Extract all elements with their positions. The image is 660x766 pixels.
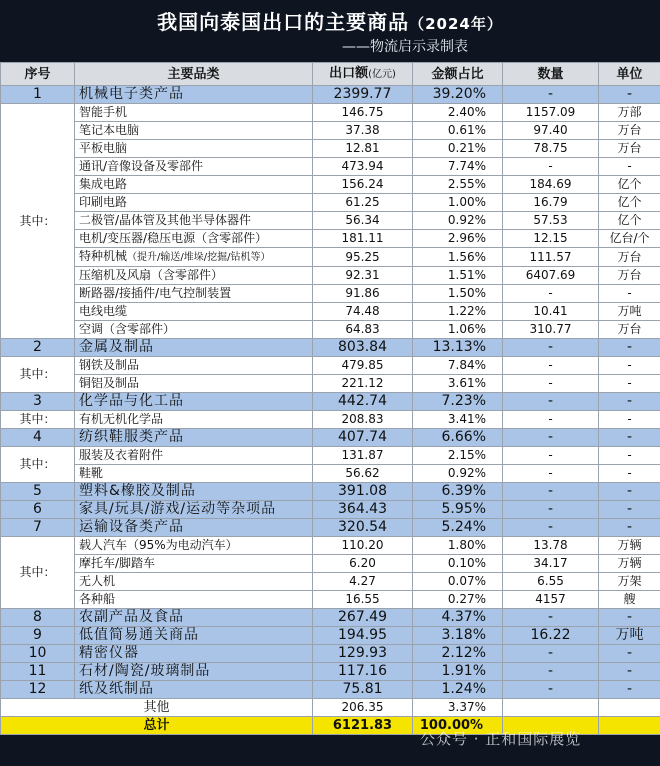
item-name-note: （提升/输送/堆垛/挖掘/钻机等） xyxy=(127,252,271,263)
unit: - xyxy=(599,393,660,411)
share-percent: 2.40% xyxy=(413,104,503,122)
export-value: 473.94 xyxy=(313,158,413,176)
unit: - xyxy=(599,447,660,465)
share-percent: 7.23% xyxy=(413,393,503,411)
table-row xyxy=(1,248,660,267)
table-header-row xyxy=(1,63,660,86)
table-row xyxy=(1,140,660,158)
share-percent: 0.07% xyxy=(413,573,503,591)
unit: 万台 xyxy=(599,267,660,285)
share-percent: 3.18% xyxy=(413,627,503,645)
share-percent: 3.61% xyxy=(413,375,503,393)
quantity: - xyxy=(503,483,599,501)
table-row xyxy=(1,555,660,573)
share-percent: 2.15% xyxy=(413,447,503,465)
title-text: 我国向泰国出口的主要商品 xyxy=(157,10,410,34)
table-row xyxy=(1,285,660,303)
item-name xyxy=(75,465,313,483)
quantity: - xyxy=(503,681,599,699)
quantity: - xyxy=(503,339,599,357)
category-name: 农副产品及食品 xyxy=(75,609,313,627)
item-name xyxy=(75,267,313,285)
table-row xyxy=(1,609,660,627)
share-percent: 1.50% xyxy=(413,285,503,303)
quantity: 16.79 xyxy=(503,194,599,212)
export-value: 110.20 xyxy=(313,537,413,555)
title-year: （2024年） xyxy=(409,15,503,33)
table-row xyxy=(1,212,660,230)
share-percent: 1.91% xyxy=(413,663,503,681)
unit: - xyxy=(599,375,660,393)
item-name xyxy=(75,212,313,230)
share-percent: 5.95% xyxy=(413,501,503,519)
quantity xyxy=(503,717,599,735)
item-name-text: 有机无机化学品 xyxy=(79,412,164,426)
category-name: 机械电子类产品 xyxy=(75,86,313,104)
share-percent: 6.66% xyxy=(413,429,503,447)
quantity: - xyxy=(503,447,599,465)
quantity: - xyxy=(503,285,599,303)
unit: - xyxy=(599,339,660,357)
item-name-text: 电线电缆 xyxy=(79,304,128,318)
share-percent: 1.22% xyxy=(413,303,503,321)
group-label: 其中： xyxy=(1,447,75,483)
quantity: - xyxy=(503,465,599,483)
unit: 万辆 xyxy=(599,537,660,555)
unit: - xyxy=(599,645,660,663)
share-percent: 0.92% xyxy=(413,212,503,230)
item-name xyxy=(75,573,313,591)
table-row xyxy=(1,699,660,717)
row-number: 1 xyxy=(1,86,75,104)
quantity: 1157.09 xyxy=(503,104,599,122)
quantity: - xyxy=(503,375,599,393)
item-name-text: 断路器/接插件/电气控制装置 xyxy=(79,286,232,300)
header-value-unit: (亿元) xyxy=(368,69,396,80)
quantity: 184.69 xyxy=(503,176,599,194)
export-value: 92.31 xyxy=(313,267,413,285)
export-value: 194.95 xyxy=(313,627,413,645)
item-name-text: 载人汽车（95%为电动汽车） xyxy=(79,538,238,552)
quantity: - xyxy=(503,86,599,104)
table-row xyxy=(1,663,660,681)
row-number: 2 xyxy=(1,339,75,357)
row-number: 10 xyxy=(1,645,75,663)
item-name-text: 笔记本电脑 xyxy=(79,123,140,137)
share-percent: 6.39% xyxy=(413,483,503,501)
item-name-text: 特种机械 xyxy=(79,249,128,263)
header-qty: 数量 xyxy=(503,63,599,86)
quantity: - xyxy=(503,501,599,519)
item-name xyxy=(75,555,313,573)
share-percent: 39.20% xyxy=(413,86,503,104)
table-row xyxy=(1,194,660,212)
row-number: 3 xyxy=(1,393,75,411)
quantity: - xyxy=(503,663,599,681)
export-value: 37.38 xyxy=(313,122,413,140)
category-name: 塑料&橡胶及制品 xyxy=(75,483,313,501)
row-number: 9 xyxy=(1,627,75,645)
item-name xyxy=(75,591,313,609)
quantity: - xyxy=(503,609,599,627)
header-name: 主要品类 xyxy=(75,63,313,86)
table-row xyxy=(1,465,660,483)
row-number: 11 xyxy=(1,663,75,681)
unit: 亿个 xyxy=(599,176,660,194)
header-pct: 金额占比 xyxy=(413,63,503,86)
table-row xyxy=(1,591,660,609)
item-name-text: 压缩机及风扇（含零部件） xyxy=(79,268,224,282)
unit: - xyxy=(599,501,660,519)
group-label: 其中： xyxy=(1,537,75,609)
header-no: 序号 xyxy=(1,63,75,86)
unit: - xyxy=(599,483,660,501)
quantity: - xyxy=(503,411,599,429)
item-name xyxy=(75,104,313,122)
header-unit: 单位 xyxy=(599,63,660,86)
share-percent: 1.51% xyxy=(413,267,503,285)
quantity: 10.41 xyxy=(503,303,599,321)
quantity: 4157 xyxy=(503,591,599,609)
export-table xyxy=(0,62,660,735)
unit: 万台 xyxy=(599,140,660,158)
export-value: 146.75 xyxy=(313,104,413,122)
row-number: 8 xyxy=(1,609,75,627)
quantity: 6.55 xyxy=(503,573,599,591)
table-row xyxy=(1,86,660,104)
export-value: 131.87 xyxy=(313,447,413,465)
item-name-text: 印刷电路 xyxy=(79,195,128,209)
item-name-text: 通讯/音像设备及零部件 xyxy=(79,159,204,173)
export-value: 64.83 xyxy=(313,321,413,339)
quantity: - xyxy=(503,645,599,663)
table-row xyxy=(1,393,660,411)
category-name: 金属及制品 xyxy=(75,339,313,357)
unit: 万台 xyxy=(599,248,660,267)
export-value: 6121.83 xyxy=(313,717,413,735)
category-name: 石材/陶瓷/玻璃制品 xyxy=(75,663,313,681)
export-value: 206.35 xyxy=(313,699,413,717)
unit: 万辆 xyxy=(599,555,660,573)
export-value: 803.84 xyxy=(313,339,413,357)
unit: 万架 xyxy=(599,573,660,591)
quantity: 78.75 xyxy=(503,140,599,158)
table-row xyxy=(1,429,660,447)
table-row xyxy=(1,483,660,501)
table-row xyxy=(1,104,660,122)
unit: - xyxy=(599,465,660,483)
table-row xyxy=(1,537,660,555)
item-name-text: 服装及衣着附件 xyxy=(79,448,164,462)
share-percent: 0.92% xyxy=(413,465,503,483)
table-row xyxy=(1,717,660,735)
quantity: 34.17 xyxy=(503,555,599,573)
table-row xyxy=(1,645,660,663)
unit: - xyxy=(599,357,660,375)
export-value: 479.85 xyxy=(313,357,413,375)
row-number: 12 xyxy=(1,681,75,699)
table-row xyxy=(1,447,660,465)
share-percent: 2.96% xyxy=(413,230,503,248)
unit: - xyxy=(599,663,660,681)
category-name: 纺织鞋服类产品 xyxy=(75,429,313,447)
export-value: 95.25 xyxy=(313,248,413,267)
table-row xyxy=(1,267,660,285)
share-percent: 2.12% xyxy=(413,645,503,663)
unit: - xyxy=(599,429,660,447)
quantity: - xyxy=(503,393,599,411)
item-name xyxy=(75,230,313,248)
table-row xyxy=(1,230,660,248)
share-percent: 13.13% xyxy=(413,339,503,357)
share-percent: 5.24% xyxy=(413,519,503,537)
unit: 万吨 xyxy=(599,627,660,645)
item-name xyxy=(75,194,313,212)
unit xyxy=(599,717,660,735)
unit: 万台 xyxy=(599,321,660,339)
table-row xyxy=(1,681,660,699)
export-value: 74.48 xyxy=(313,303,413,321)
unit: 亿台/个 xyxy=(599,230,660,248)
other-label: 其他 xyxy=(1,699,313,717)
row-number: 4 xyxy=(1,429,75,447)
category-name: 纸及纸制品 xyxy=(75,681,313,699)
item-name-text: 铜铝及制品 xyxy=(79,376,140,390)
quantity: 13.78 xyxy=(503,537,599,555)
table-row xyxy=(1,158,660,176)
export-value: 221.12 xyxy=(313,375,413,393)
category-name: 运输设备类产品 xyxy=(75,519,313,537)
export-value: 75.81 xyxy=(313,681,413,699)
group-label: 其中： xyxy=(1,411,75,429)
quantity: - xyxy=(503,158,599,176)
export-value: 208.83 xyxy=(313,411,413,429)
item-name xyxy=(75,447,313,465)
quantity: 111.57 xyxy=(503,248,599,267)
unit: - xyxy=(599,681,660,699)
item-name-text: 集成电路 xyxy=(79,177,128,191)
share-percent: 100.00% xyxy=(413,717,503,735)
export-value: 117.16 xyxy=(313,663,413,681)
table-row xyxy=(1,321,660,339)
share-percent: 1.56% xyxy=(413,248,503,267)
quantity: 310.77 xyxy=(503,321,599,339)
page-subtitle: ——物流启示录制表 xyxy=(342,39,468,55)
item-name xyxy=(75,357,313,375)
unit: 万部 xyxy=(599,104,660,122)
export-value: 267.49 xyxy=(313,609,413,627)
item-name-text: 鞋靴 xyxy=(79,466,104,480)
table-row xyxy=(1,411,660,429)
page-header xyxy=(0,0,660,62)
quantity: 6407.69 xyxy=(503,267,599,285)
export-value: 56.34 xyxy=(313,212,413,230)
item-name xyxy=(75,375,313,393)
share-percent: 1.06% xyxy=(413,321,503,339)
watermark: 公众号 · 正和国际展览 xyxy=(420,730,582,748)
item-name xyxy=(75,303,313,321)
table-row xyxy=(1,339,660,357)
row-number: 5 xyxy=(1,483,75,501)
share-percent: 0.27% xyxy=(413,591,503,609)
item-name-text: 钢铁及制品 xyxy=(79,358,140,372)
page-title xyxy=(0,6,660,35)
unit: - xyxy=(599,158,660,176)
quantity: 12.15 xyxy=(503,230,599,248)
item-name-text: 电机/变压器/稳压电源（含零部件） xyxy=(79,231,268,245)
export-value: 181.11 xyxy=(313,230,413,248)
export-value: 16.55 xyxy=(313,591,413,609)
unit: - xyxy=(599,609,660,627)
export-value: 56.62 xyxy=(313,465,413,483)
export-value: 156.24 xyxy=(313,176,413,194)
category-name: 低值简易通关商品 xyxy=(75,627,313,645)
table-row xyxy=(1,303,660,321)
item-name xyxy=(75,140,313,158)
unit xyxy=(599,699,660,717)
item-name xyxy=(75,285,313,303)
row-number: 6 xyxy=(1,501,75,519)
unit: - xyxy=(599,411,660,429)
quantity: - xyxy=(503,357,599,375)
header-value xyxy=(313,63,413,86)
export-value: 4.27 xyxy=(313,573,413,591)
table-row xyxy=(1,519,660,537)
export-value: 91.86 xyxy=(313,285,413,303)
row-number: 7 xyxy=(1,519,75,537)
item-name-text: 二极管/晶体管及其他半导体器件 xyxy=(79,213,252,227)
unit: 万吨 xyxy=(599,303,660,321)
quantity: - xyxy=(503,519,599,537)
item-name xyxy=(75,248,313,267)
export-value: 407.74 xyxy=(313,429,413,447)
category-name: 化学品与化工品 xyxy=(75,393,313,411)
quantity xyxy=(503,699,599,717)
table-row xyxy=(1,573,660,591)
table-row xyxy=(1,375,660,393)
table-row xyxy=(1,357,660,375)
category-name: 家具/玩具/游戏/运动等杂项品 xyxy=(75,501,313,519)
export-value: 391.08 xyxy=(313,483,413,501)
share-percent: 0.61% xyxy=(413,122,503,140)
share-percent: 3.41% xyxy=(413,411,503,429)
item-name-text: 智能手机 xyxy=(79,105,128,119)
unit: - xyxy=(599,519,660,537)
share-percent: 0.10% xyxy=(413,555,503,573)
unit: - xyxy=(599,285,660,303)
table-body xyxy=(1,86,660,735)
group-label: 其中： xyxy=(1,357,75,393)
item-name-text: 空调（含零部件） xyxy=(79,322,176,336)
share-percent: 2.55% xyxy=(413,176,503,194)
quantity: 57.53 xyxy=(503,212,599,230)
share-percent: 1.00% xyxy=(413,194,503,212)
table-row xyxy=(1,122,660,140)
unit: 亿个 xyxy=(599,194,660,212)
export-value: 364.43 xyxy=(313,501,413,519)
export-value: 12.81 xyxy=(313,140,413,158)
item-name-text: 无人机 xyxy=(79,574,116,588)
export-value: 442.74 xyxy=(313,393,413,411)
item-name xyxy=(75,176,313,194)
unit: 亿个 xyxy=(599,212,660,230)
export-value: 6.20 xyxy=(313,555,413,573)
unit: 艘 xyxy=(599,591,660,609)
share-percent: 1.80% xyxy=(413,537,503,555)
quantity: 97.40 xyxy=(503,122,599,140)
item-name xyxy=(75,158,313,176)
share-percent: 7.74% xyxy=(413,158,503,176)
share-percent: 7.84% xyxy=(413,357,503,375)
export-value: 61.25 xyxy=(313,194,413,212)
unit: 万台 xyxy=(599,122,660,140)
table-row xyxy=(1,176,660,194)
item-name-text: 摩托车/脚踏车 xyxy=(79,556,156,570)
quantity: - xyxy=(503,429,599,447)
category-name: 精密仪器 xyxy=(75,645,313,663)
export-value: 320.54 xyxy=(313,519,413,537)
unit: - xyxy=(599,86,660,104)
group-label: 其中： xyxy=(1,104,75,339)
export-value: 129.93 xyxy=(313,645,413,663)
share-percent: 4.37% xyxy=(413,609,503,627)
share-percent: 1.24% xyxy=(413,681,503,699)
total-label: 总计 xyxy=(1,717,313,735)
header-value-label: 出口额 xyxy=(329,66,369,81)
table-row xyxy=(1,501,660,519)
item-name-text: 平板电脑 xyxy=(79,141,128,155)
item-name xyxy=(75,321,313,339)
share-percent: 3.37% xyxy=(413,699,503,717)
item-name xyxy=(75,537,313,555)
item-name-text: 各种船 xyxy=(79,592,116,606)
quantity: 16.22 xyxy=(503,627,599,645)
export-value: 2399.77 xyxy=(313,86,413,104)
table-row xyxy=(1,627,660,645)
share-percent: 0.21% xyxy=(413,140,503,158)
item-name xyxy=(75,122,313,140)
item-name xyxy=(75,411,313,429)
